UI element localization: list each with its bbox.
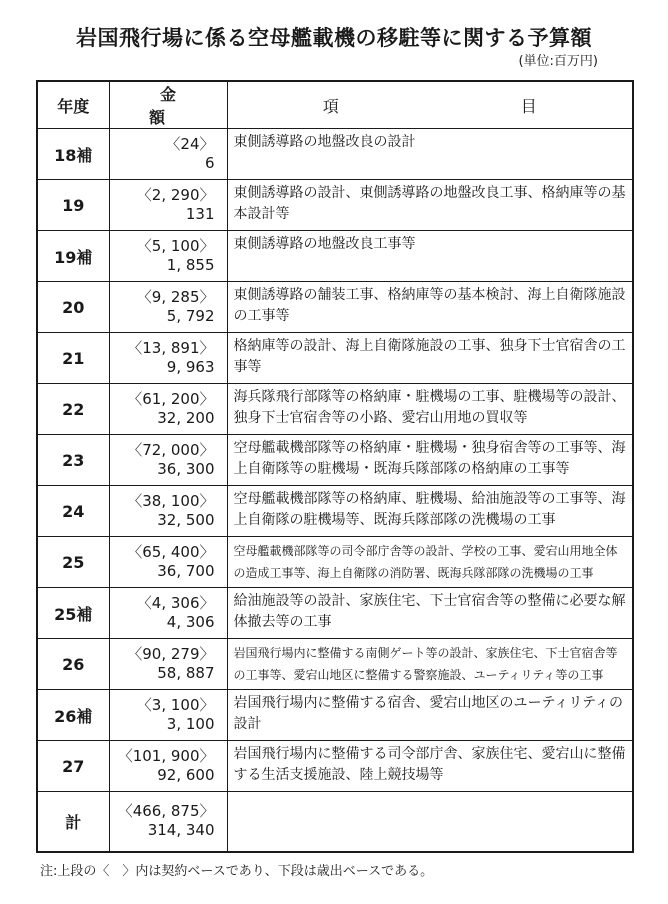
year-cell: 19	[37, 180, 109, 231]
header-row	[37, 81, 633, 129]
year-cell: 21	[37, 333, 109, 384]
contract-amount: 〈466, 875〉	[117, 802, 215, 821]
amount-cell	[109, 741, 227, 792]
item-cell: 空母艦載機部隊等の格納庫・駐機場・独身宿舎等の工事等、海上自衛隊等の駐機場・既海兵隊部隊の格納庫の工事等	[227, 435, 633, 486]
year-cell: 25	[37, 537, 109, 588]
header-year: 年度	[37, 81, 109, 129]
contract-amount: 〈3, 100〉	[136, 696, 215, 714]
amount-cell	[109, 435, 227, 486]
amount-cell	[109, 537, 227, 588]
expenditure-amount: 4, 306	[166, 613, 215, 631]
page-title: 岩国飛行場に係る空母艦載機の移駐等に関する予算額	[76, 26, 592, 50]
table-row	[37, 588, 633, 639]
item-cell	[227, 792, 633, 852]
contract-amount: 〈72, 000〉	[127, 441, 215, 459]
contract-amount: 〈38, 100〉	[127, 492, 215, 510]
item-cell: 東側誘導路の設計、東側誘導路の地盤改良工事、格納庫等の基本設計等	[227, 180, 633, 231]
table-row	[37, 129, 633, 180]
expenditure-amount: 131	[185, 205, 215, 223]
table-row	[37, 384, 633, 435]
contract-amount: 〈4, 306〉	[136, 594, 215, 612]
contract-amount: 〈5, 100〉	[136, 237, 215, 255]
table-row	[37, 231, 633, 282]
contract-amount: 〈61, 200〉	[127, 390, 215, 408]
header-item: 項 目	[227, 81, 633, 129]
table-row	[37, 435, 633, 486]
year-cell: 27	[37, 741, 109, 792]
amount-cell	[109, 384, 227, 435]
budget-table	[36, 80, 634, 853]
year-cell: 24	[37, 486, 109, 537]
year-cell: 22	[37, 384, 109, 435]
amount-cell	[109, 231, 227, 282]
table-row	[37, 180, 633, 231]
table-row	[37, 486, 633, 537]
year-cell: 26補	[37, 690, 109, 741]
table-body	[37, 129, 633, 852]
expenditure-amount: 58, 887	[157, 664, 215, 682]
contract-amount: 〈9, 285〉	[136, 288, 215, 306]
year-cell: 18補	[37, 129, 109, 180]
expenditure-amount: 314, 340	[147, 821, 215, 840]
table-row	[37, 537, 633, 588]
item-cell: 岩国飛行場内に整備する司令部庁舎、家族住宅、愛宕山に整備する生活支援施設、陸上競技場等	[227, 741, 633, 792]
item-cell: 格納庫等の設計、海上自衛隊施設の工事、独身下士官宿舎の工事等	[227, 333, 633, 384]
expenditure-amount: 1, 855	[166, 256, 215, 274]
expenditure-amount: 6	[204, 154, 215, 172]
contract-amount: 〈13, 891〉	[127, 339, 215, 357]
expenditure-amount: 3, 100	[166, 715, 215, 733]
year-cell: 23	[37, 435, 109, 486]
table-row	[37, 792, 633, 852]
contract-amount: 〈90, 279〉	[127, 645, 215, 663]
expenditure-amount: 32, 500	[157, 511, 215, 529]
amount-cell	[109, 180, 227, 231]
unit-label: (単位:百万円)	[518, 54, 598, 69]
year-cell: 20	[37, 282, 109, 333]
amount-cell	[109, 282, 227, 333]
amount-cell	[109, 639, 227, 690]
expenditure-amount: 36, 300	[157, 460, 215, 478]
contract-amount: 〈2, 290〉	[136, 186, 215, 204]
expenditure-amount: 5, 792	[166, 307, 215, 325]
year-cell: 25補	[37, 588, 109, 639]
table-row	[37, 639, 633, 690]
item-cell: 空母艦載機部隊等の格納庫、駐機場、給油施設等の工事等、海上自衛隊の駐機場等、既海兵隊部隊の洗機場の工事	[227, 486, 633, 537]
item-cell: 東側誘導路の地盤改良の設計	[227, 129, 633, 180]
contract-amount: 〈65, 400〉	[127, 543, 215, 561]
item-cell: 給油施設等の設計、家族住宅、下士官宿舎等の整備に必要な解体撤去等の工事	[227, 588, 633, 639]
year-cell: 26	[37, 639, 109, 690]
item-cell: 空母艦載機部隊等の司令部庁舎等の設計、学校の工事、愛宕山用地全体の造成工事等、海上自衛隊の消防署、既海兵隊部隊の洗機場の工事	[227, 537, 633, 588]
expenditure-amount: 92, 600	[157, 766, 215, 784]
amount-cell	[109, 792, 227, 852]
amount-cell	[109, 690, 227, 741]
amount-cell	[109, 588, 227, 639]
amount-cell	[109, 333, 227, 384]
item-cell: 海兵隊飛行部隊等の格納庫・駐機場の工事、駐機場等の設計、独身下士官宿舎等の小路、愛宕山用地の買収等	[227, 384, 633, 435]
expenditure-amount: 9, 963	[166, 358, 215, 376]
contract-amount: 〈24〉	[165, 135, 215, 153]
amount-cell	[109, 486, 227, 537]
item-cell: 東側誘導路の地盤改良工事等	[227, 231, 633, 282]
footnote: 注:上段の〈 〉内は契約ベースであり、下段は歳出ベースである。	[40, 864, 434, 879]
contract-amount: 〈101, 900〉	[117, 747, 215, 765]
amount-cell	[109, 129, 227, 180]
table-row	[37, 690, 633, 741]
year-cell: 計	[37, 792, 109, 852]
expenditure-amount: 32, 200	[157, 409, 215, 427]
header-amount: 金 額	[109, 81, 227, 129]
item-cell: 東側誘導路の舗装工事、格納庫等の基本検討、海上自衛隊施設の工事等	[227, 282, 633, 333]
table-row	[37, 333, 633, 384]
expenditure-amount: 36, 700	[157, 562, 215, 580]
table-row	[37, 741, 633, 792]
item-cell: 岩国飛行場内に整備する宿舎、愛宕山地区のユーティリティの設計	[227, 690, 633, 741]
year-cell: 19補	[37, 231, 109, 282]
table-row	[37, 282, 633, 333]
item-cell: 岩国飛行場内に整備する南側ゲート等の設計、家族住宅、下士官宿舎等の工事等、愛宕山地区に整備する警察施設、ユーティリティ等の工事	[227, 639, 633, 690]
